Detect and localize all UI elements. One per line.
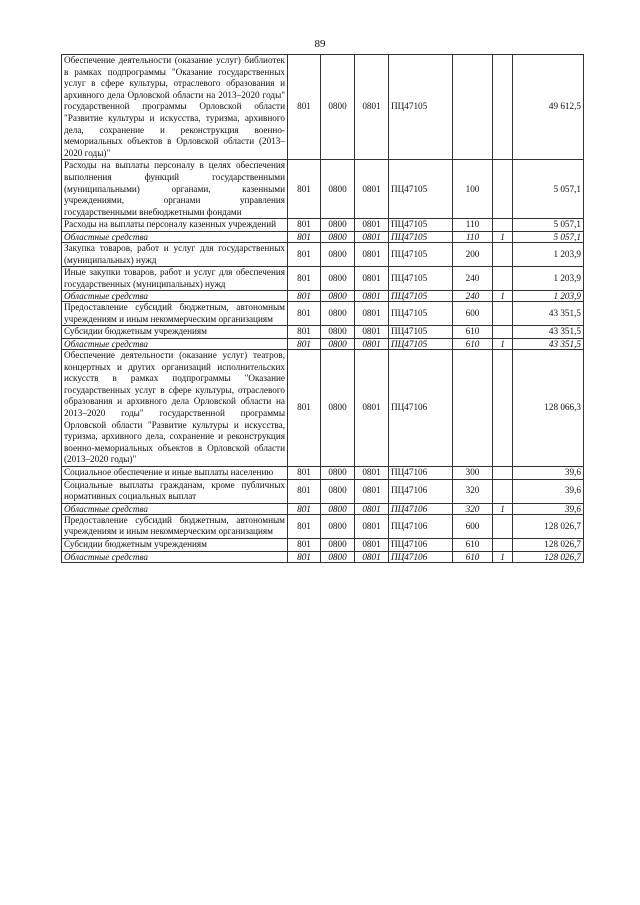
page-number: 89 <box>314 38 326 50</box>
table-cell-subsection: 0801 <box>355 219 389 232</box>
table-cell-name: Иные закупки товаров, работ и услуг для обеспечения государственных (муниципальных) нужд <box>62 267 288 291</box>
table-cell-amount: 43 351,5 <box>513 326 584 339</box>
subtotal-row <box>62 231 584 242</box>
table-row <box>62 219 584 232</box>
table-row <box>62 467 584 480</box>
table-cell-ministry: 801 <box>288 339 321 350</box>
table-cell-target: ПЦ47105 <box>389 160 453 219</box>
table-cell-target: ПЦ47105 <box>389 242 453 266</box>
table-cell-ministry: 801 <box>288 551 321 562</box>
table-cell-amount: 128 026,7 <box>513 538 584 551</box>
table-cell-ministry: 801 <box>288 326 321 339</box>
table-cell-section: 0800 <box>321 339 355 350</box>
table-cell-ministry: 801 <box>288 55 321 160</box>
table-cell-amount: 49 612,5 <box>513 55 584 160</box>
table-cell-subsection: 0801 <box>355 302 389 326</box>
table-cell-source <box>493 302 513 326</box>
subtotal-row <box>62 503 584 514</box>
table-cell-target: ПЦ47105 <box>389 326 453 339</box>
table-cell-name: Областные средства <box>62 291 288 302</box>
table-cell-ministry: 801 <box>288 302 321 326</box>
table-row <box>62 479 584 503</box>
table-cell-amount: 39,6 <box>513 503 584 514</box>
table-cell-source <box>493 219 513 232</box>
table-cell-expense-type: 240 <box>453 291 493 302</box>
table-cell-expense-type: 320 <box>453 503 493 514</box>
table-cell-target: ПЦ47106 <box>389 503 453 514</box>
subtotal-row <box>62 291 584 302</box>
table-cell-expense-type: 610 <box>453 538 493 551</box>
table-cell-name: Расходы на выплаты персоналу казенных учреждений <box>62 219 288 232</box>
table-cell-target: ПЦ47105 <box>389 219 453 232</box>
table-cell-expense-type: 110 <box>453 231 493 242</box>
table-cell-name: Областные средства <box>62 503 288 514</box>
table-cell-amount: 1 203,9 <box>513 291 584 302</box>
table-cell-amount: 5 057,1 <box>513 231 584 242</box>
table-cell-expense-type: 610 <box>453 339 493 350</box>
table-cell-subsection: 0801 <box>355 291 389 302</box>
table-cell-expense-type: 600 <box>453 302 493 326</box>
table-cell-expense-type: 600 <box>453 514 493 538</box>
table-cell-expense-type: 240 <box>453 267 493 291</box>
table-cell-source <box>493 160 513 219</box>
table-cell-amount: 1 203,9 <box>513 267 584 291</box>
table-cell-section: 0800 <box>321 350 355 467</box>
table-cell-expense-type: 300 <box>453 467 493 480</box>
table-cell-source <box>493 55 513 160</box>
table-cell-name: Закупка товаров, работ и услуг для государственных (муниципальных) нужд <box>62 242 288 266</box>
table-cell-ministry: 801 <box>288 538 321 551</box>
table-cell-ministry: 801 <box>288 242 321 266</box>
table-cell-expense-type: 200 <box>453 242 493 266</box>
table-cell-subsection: 0801 <box>355 538 389 551</box>
table-cell-name: Социальное обеспечение и иные выплаты населению <box>62 467 288 480</box>
table-cell-amount: 1 203,9 <box>513 242 584 266</box>
table-cell-target: ПЦ47106 <box>389 514 453 538</box>
table-cell-section: 0800 <box>321 514 355 538</box>
table-cell-name: Субсидии бюджетным учреждениям <box>62 326 288 339</box>
table-cell-target: ПЦ47105 <box>389 302 453 326</box>
table-cell-subsection: 0801 <box>355 326 389 339</box>
subtotal-row <box>62 551 584 562</box>
table-row <box>62 350 584 467</box>
table-cell-subsection: 0801 <box>355 160 389 219</box>
table-cell-name: Предоставление субсидий бюджетным, автономным учреждениям и иным некоммерческим организациям <box>62 514 288 538</box>
table-cell-source <box>493 514 513 538</box>
table-cell-ministry: 801 <box>288 231 321 242</box>
table-cell-target: ПЦ47106 <box>389 538 453 551</box>
table-cell-source: 1 <box>493 503 513 514</box>
table-cell-amount: 43 351,5 <box>513 339 584 350</box>
table-cell-name: Предоставление субсидий бюджетным, автономным учреждениям и иным некоммерческим организациям <box>62 302 288 326</box>
table-cell-expense-type <box>453 350 493 467</box>
table-cell-name: Областные средства <box>62 339 288 350</box>
table-cell-source: 1 <box>493 551 513 562</box>
table-row <box>62 55 584 160</box>
table-row <box>62 160 584 219</box>
table-cell-subsection: 0801 <box>355 467 389 480</box>
table-cell-source <box>493 479 513 503</box>
table-cell-source <box>493 538 513 551</box>
table-cell-ministry: 801 <box>288 503 321 514</box>
table-cell-source <box>493 350 513 467</box>
table-cell-source <box>493 267 513 291</box>
table-cell-target: ПЦ47105 <box>389 291 453 302</box>
table-cell-subsection: 0801 <box>355 503 389 514</box>
table-cell-subsection: 0801 <box>355 551 389 562</box>
table-cell-name: Обеспечение деятельности (оказание услуг) библиотек в рамках подпрограммы "Оказание государственных услуг в сфере культуры, отраслевого образования и архивного дела Орловской области на 2013–2020 годы" государственной программы Орловской области "Развитие культуры и искусства, туризма, архивного дела, сохранение и реконструкция военно-мемориальных объектов в Орловской области (2013–2020 годы)" <box>62 55 288 160</box>
table-cell-subsection: 0801 <box>355 231 389 242</box>
table-cell-ministry: 801 <box>288 291 321 302</box>
table-cell-expense-type: 610 <box>453 326 493 339</box>
table-cell-section: 0800 <box>321 291 355 302</box>
table-cell-ministry: 801 <box>288 267 321 291</box>
table-cell-name: Социальные выплаты гражданам, кроме публичных нормативных социальных выплат <box>62 479 288 503</box>
table-cell-ministry: 801 <box>288 160 321 219</box>
table-cell-amount: 39,6 <box>513 467 584 480</box>
table-row <box>62 267 584 291</box>
table-cell-name: Субсидии бюджетным учреждениям <box>62 538 288 551</box>
table-cell-name: Областные средства <box>62 231 288 242</box>
table-row <box>62 242 584 266</box>
table-cell-subsection: 0801 <box>355 479 389 503</box>
table-cell-target: ПЦ47106 <box>389 551 453 562</box>
table-cell-target: ПЦ47105 <box>389 55 453 160</box>
table-cell-subsection: 0801 <box>355 339 389 350</box>
table-row <box>62 326 584 339</box>
table-cell-amount: 128 026,7 <box>513 514 584 538</box>
table-cell-section: 0800 <box>321 242 355 266</box>
subtotal-row <box>62 339 584 350</box>
table-cell-target: ПЦ47105 <box>389 267 453 291</box>
budget-table <box>61 54 584 563</box>
table-cell-section: 0800 <box>321 267 355 291</box>
table-cell-amount: 5 057,1 <box>513 219 584 232</box>
table-cell-source: 1 <box>493 291 513 302</box>
table-cell-section: 0800 <box>321 55 355 160</box>
table-cell-expense-type: 610 <box>453 551 493 562</box>
table-cell-target: ПЦ47106 <box>389 479 453 503</box>
table-cell-target: ПЦ47105 <box>389 231 453 242</box>
table-cell-expense-type <box>453 55 493 160</box>
table-cell-target: ПЦ47106 <box>389 350 453 467</box>
table-cell-target: ПЦ47105 <box>389 339 453 350</box>
table-cell-source <box>493 242 513 266</box>
table-cell-expense-type: 100 <box>453 160 493 219</box>
table-cell-ministry: 801 <box>288 219 321 232</box>
table-cell-target: ПЦ47106 <box>389 467 453 480</box>
table-cell-subsection: 0801 <box>355 242 389 266</box>
table-row <box>62 302 584 326</box>
table-cell-ministry: 801 <box>288 467 321 480</box>
table-cell-amount: 128 026,7 <box>513 551 584 562</box>
table-cell-section: 0800 <box>321 551 355 562</box>
table-cell-section: 0800 <box>321 302 355 326</box>
table-cell-subsection: 0801 <box>355 267 389 291</box>
table-cell-amount: 5 057,1 <box>513 160 584 219</box>
table-cell-name: Областные средства <box>62 551 288 562</box>
table-cell-subsection: 0801 <box>355 350 389 467</box>
table-cell-subsection: 0801 <box>355 55 389 160</box>
table-cell-source <box>493 467 513 480</box>
table-cell-amount: 128 066,3 <box>513 350 584 467</box>
table-cell-subsection: 0801 <box>355 514 389 538</box>
table-cell-amount: 43 351,5 <box>513 302 584 326</box>
table-cell-section: 0800 <box>321 231 355 242</box>
table-cell-ministry: 801 <box>288 514 321 538</box>
table-cell-section: 0800 <box>321 467 355 480</box>
table-cell-expense-type: 110 <box>453 219 493 232</box>
table-cell-section: 0800 <box>321 326 355 339</box>
table-cell-amount: 39,6 <box>513 479 584 503</box>
table-cell-source: 1 <box>493 231 513 242</box>
table-cell-name: Обеспечение деятельности (оказание услуг) театров, концертных и других организаций исполнительских искусств в рамках подпрограммы "Оказание государственных услуг в сфере культуры, отраслевого образования и архивного дела Орловской области на 2013–2020 годы" государственной программы Орловской области "Развитие культуры и искусства, туризма, архивного дела, сохранение и реконструкция военно-мемориальных объектов в Орловской области (2013–2020 годы)" <box>62 350 288 467</box>
table-cell-section: 0800 <box>321 538 355 551</box>
table-cell-section: 0800 <box>321 219 355 232</box>
table-cell-source <box>493 326 513 339</box>
table-cell-name: Расходы на выплаты персоналу в целях обеспечения выполнения функций государственными (муниципальными) органами, казенными учреждениями, органами управления государственными внебюджетными фондами <box>62 160 288 219</box>
table-cell-section: 0800 <box>321 479 355 503</box>
table-cell-ministry: 801 <box>288 479 321 503</box>
table-cell-ministry: 801 <box>288 350 321 467</box>
table-row <box>62 538 584 551</box>
table-cell-source: 1 <box>493 339 513 350</box>
table-cell-section: 0800 <box>321 503 355 514</box>
table-row <box>62 514 584 538</box>
table-cell-section: 0800 <box>321 160 355 219</box>
table-cell-expense-type: 320 <box>453 479 493 503</box>
